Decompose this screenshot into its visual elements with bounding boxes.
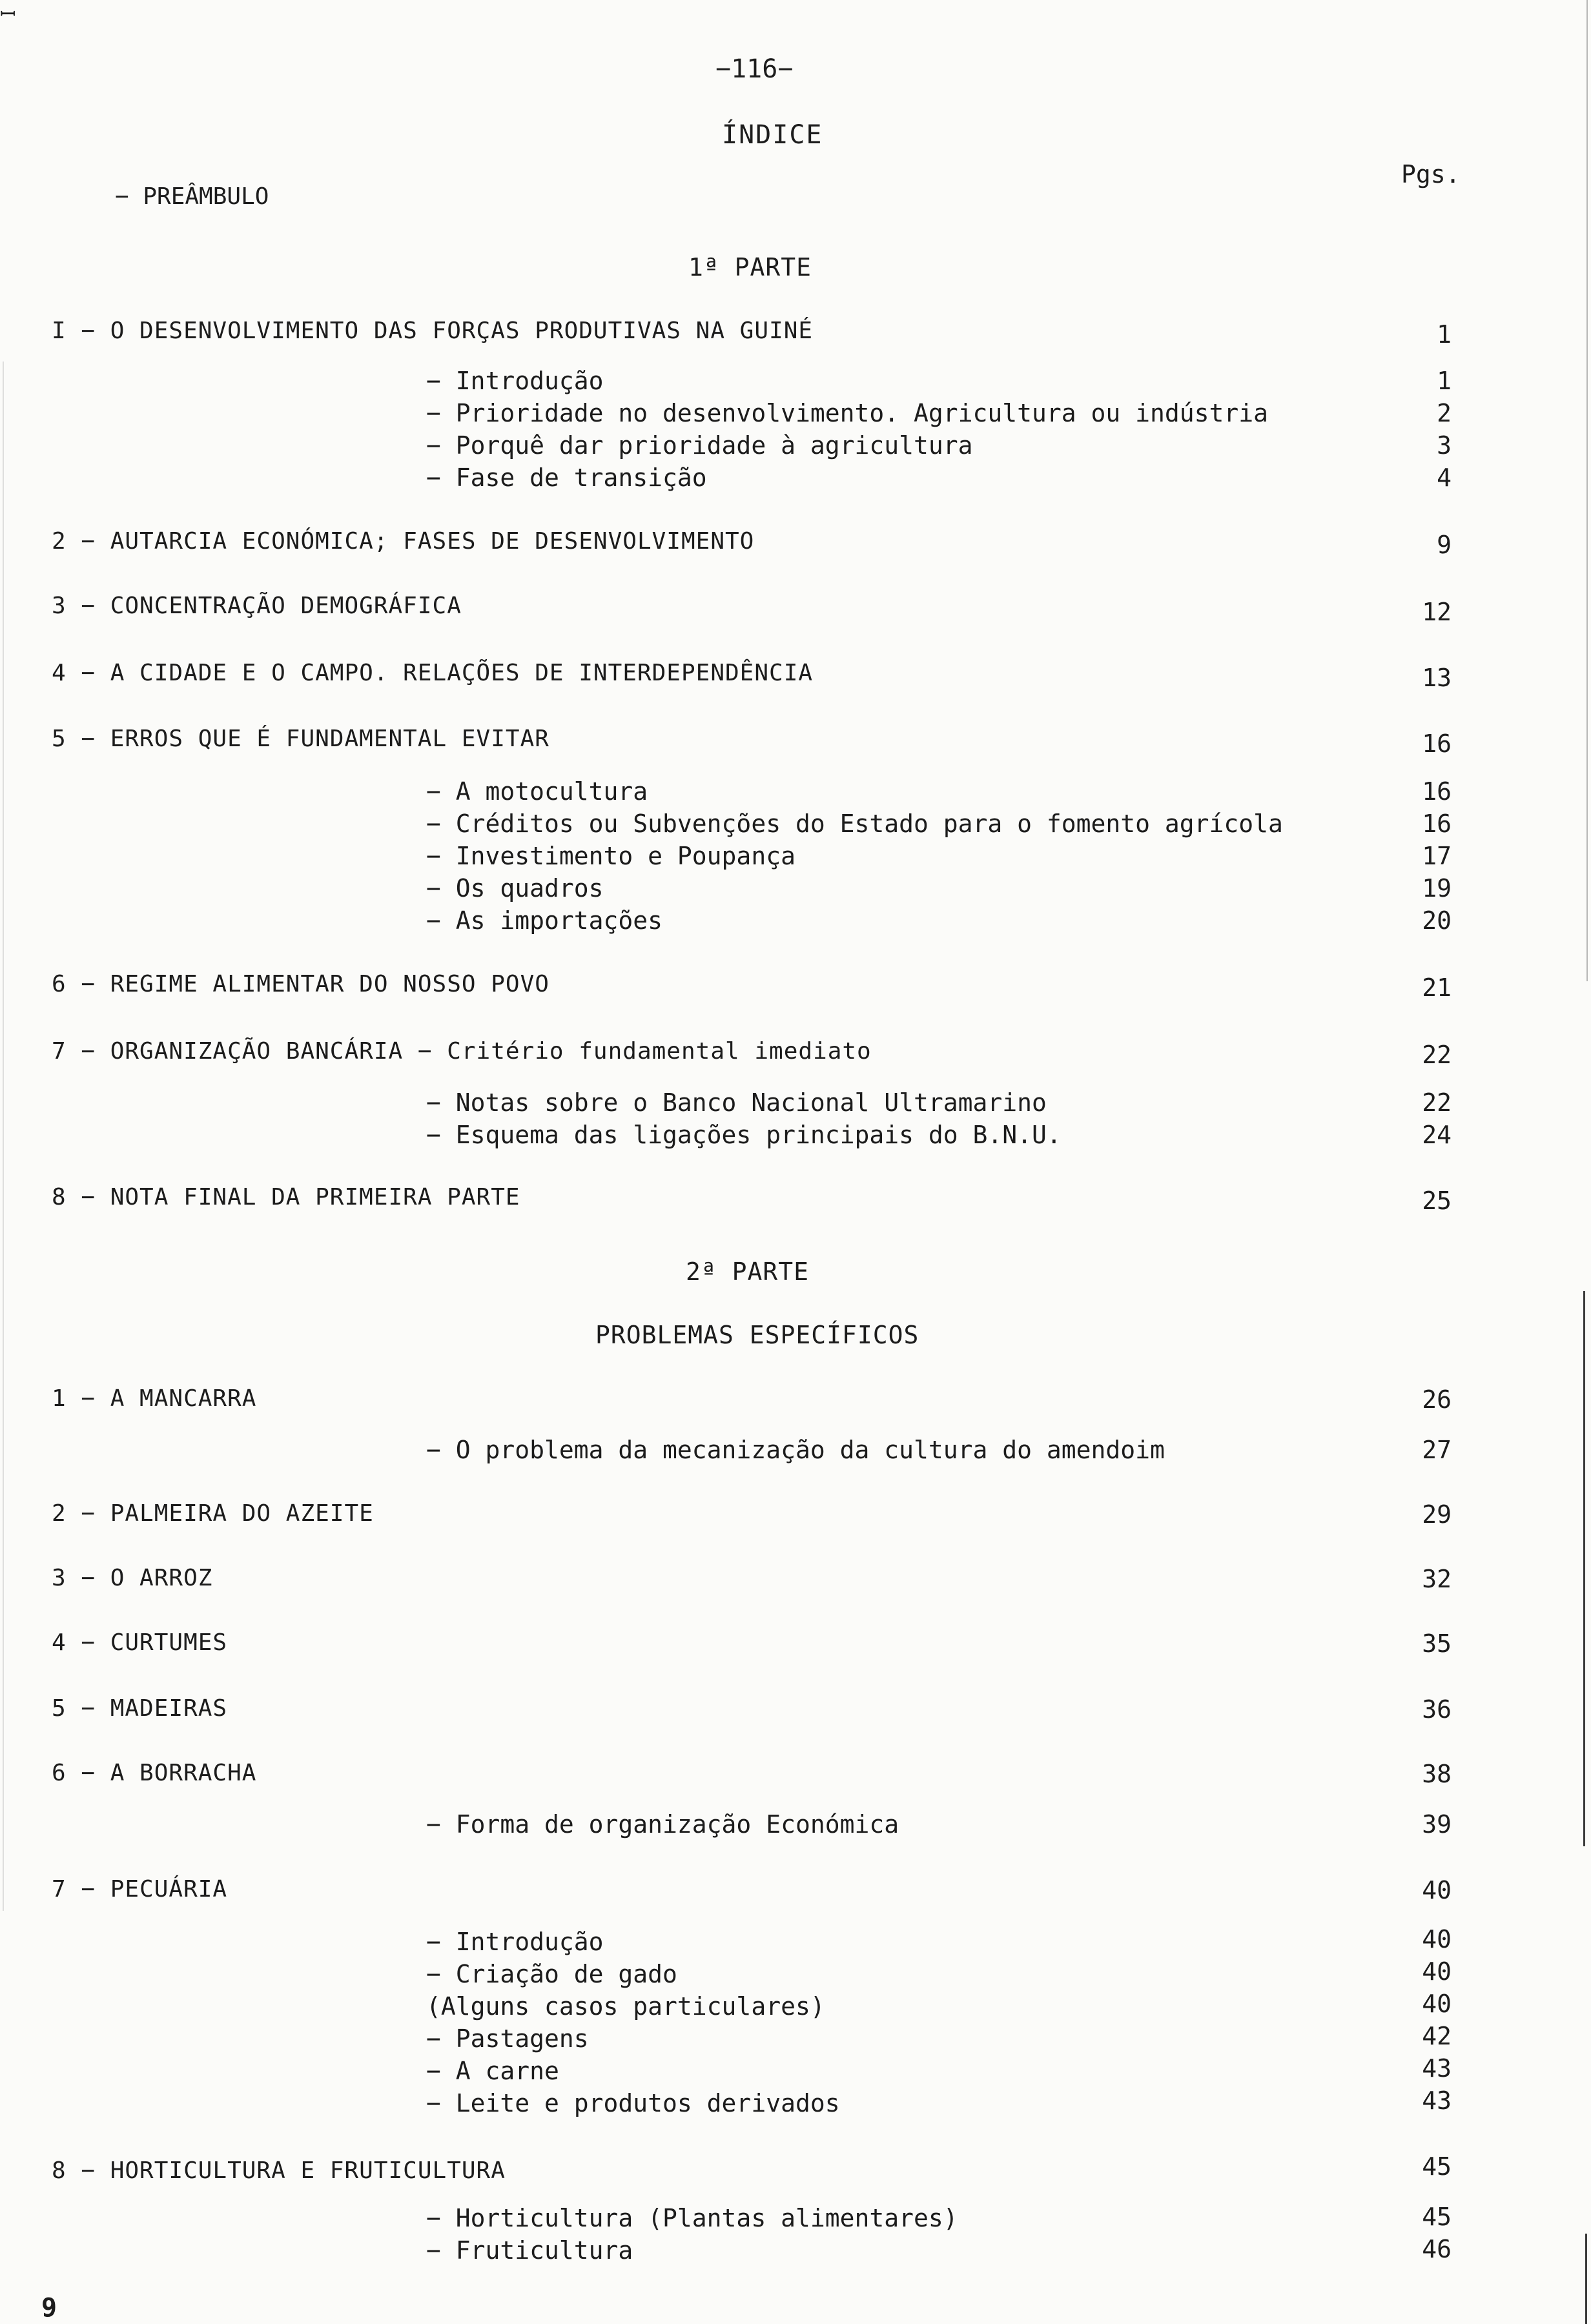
toc-entry-problem-2: 2 − PALMEIRA DO AZEITE	[52, 1500, 374, 1527]
toc-page: 39	[1422, 1810, 1452, 1839]
toc-entry-problem-6: 6 − A BORRACHA	[52, 1760, 257, 1786]
toc-page: 40	[1422, 1990, 1452, 2018]
toc-entry-problem-8: 8 − HORTICULTURA E FRUTICULTURA	[52, 2157, 506, 2184]
toc-page: 42	[1422, 2022, 1452, 2050]
page-title: ÍNDICE	[722, 120, 823, 150]
toc-page-chapter-5: 16	[1422, 729, 1452, 758]
toc-page: 3	[1437, 431, 1452, 460]
toc-subentry: − Notas sobre o Banco Nacional Ultramarino	[426, 1088, 1047, 1117]
part1-heading: 1ª PARTE	[688, 253, 812, 281]
toc-subentry: − Os quadros	[426, 874, 604, 902]
scan-edge-line	[1585, 2234, 1587, 2324]
toc-page: 16	[1422, 777, 1452, 806]
toc-entry-chapter-6: 6 − REGIME ALIMENTAR DO NOSSO POVO	[52, 971, 549, 997]
toc-subentry: − As importações	[426, 906, 663, 935]
toc-entry-chapter-5: 5 − ERROS QUE É FUNDAMENTAL EVITAR	[52, 726, 549, 752]
toc-subentry: − Introdução	[426, 367, 604, 395]
pages-column-label: Pgs.	[1401, 160, 1461, 189]
toc-page: 40	[1422, 1925, 1452, 1953]
toc-subentry: − O problema da mecanização da cultura do amendoim	[426, 1436, 1165, 1464]
toc-subentry: − Fruticultura	[426, 2236, 633, 2265]
toc-page-problem-2: 29	[1422, 1500, 1452, 1529]
part2-heading: 2ª PARTE	[686, 1258, 810, 1286]
toc-page-chapter-7: 22	[1422, 1041, 1452, 1069]
toc-page-chapter-4: 13	[1422, 664, 1452, 692]
toc-entry-chapter-3: 3 − CONCENTRAÇÃO DEMOGRÁFICA	[52, 593, 462, 619]
toc-subentry: − A motocultura	[426, 777, 648, 806]
toc-entry-chapter-7: 7 − ORGANIZAÇÃO BANCÁRIA − Critério fundamental imediato	[52, 1038, 872, 1065]
toc-page-chapter-1: 1	[1437, 320, 1452, 349]
toc-subentry: − Prioridade no desenvolvimento. Agricultura ou indústria	[426, 399, 1269, 427]
toc-page: 27	[1422, 1436, 1452, 1464]
toc-subentry: − Porquê dar prioridade à agricultura	[426, 431, 973, 460]
toc-entry-chapter-8: 8 − NOTA FINAL DA PRIMEIRA PARTE	[52, 1184, 520, 1210]
toc-page: 1	[1437, 367, 1452, 395]
scan-edge-line	[1586, 0, 1588, 981]
toc-page-problem-8: 45	[1422, 2152, 1452, 2181]
toc-page-problem-3: 32	[1422, 1565, 1452, 1593]
toc-entry-problem-4: 4 − CURTUMES	[52, 1629, 228, 1656]
toc-entry-chapter-2: 2 − AUTARCIA ECONÓMICA; FASES DE DESENVOLVIMENTO	[52, 528, 755, 555]
toc-entry-chapter-4: 4 − A CIDADE E O CAMPO. RELAÇÕES DE INTERDEPENDÊNCIA	[52, 660, 814, 686]
toc-page-problem-5: 36	[1422, 1695, 1452, 1724]
preamble-entry: − PREÂMBULO	[115, 183, 269, 210]
toc-subentry: − Forma de organização Económica	[426, 1810, 899, 1839]
toc-entry-problem-5: 5 − MADEIRAS	[52, 1695, 228, 1722]
toc-page: 16	[1422, 810, 1452, 838]
toc-page: 4	[1437, 464, 1452, 492]
toc-page: 45	[1422, 2203, 1452, 2231]
toc-page-chapter-6: 21	[1422, 973, 1452, 1002]
toc-subentry: − Horticultura (Plantas alimentares)	[426, 2204, 958, 2232]
toc-subentry: − Introdução	[426, 1928, 604, 1956]
toc-subentry: − Fase de transição	[426, 464, 707, 492]
toc-subentry: (Alguns casos particulares)	[426, 1992, 825, 2021]
toc-subentry: − Criação de gado	[426, 1960, 677, 1988]
toc-page-chapter-8: 25	[1422, 1187, 1452, 1215]
toc-entry-problem-1: 1 − A MANCARRA	[52, 1385, 257, 1412]
toc-page: 17	[1422, 842, 1452, 870]
toc-page: 43	[1422, 2086, 1452, 2115]
corner-mark: ꟷ	[0, 3, 16, 26]
toc-page: 43	[1422, 2054, 1452, 2083]
toc-entry-problem-3: 3 − O ARROZ	[52, 1565, 213, 1591]
toc-entry-problem-7: 7 − PECUÁRIA	[52, 1876, 228, 1902]
toc-entry-chapter-1: I − O DESENVOLVIMENTO DAS FORÇAS PRODUTIVAS NA GUINÉ	[52, 318, 814, 344]
toc-page: 19	[1422, 874, 1452, 902]
toc-page: 2	[1437, 399, 1452, 427]
part2-subtitle: PROBLEMAS ESPECÍFICOS	[595, 1321, 919, 1349]
toc-page: 22	[1422, 1088, 1452, 1117]
toc-page-chapter-3: 12	[1422, 598, 1452, 626]
toc-subentry: − Leite e produtos derivados	[426, 2089, 840, 2117]
toc-subentry: − A carne	[426, 2057, 559, 2085]
scan-edge-line	[1583, 1291, 1585, 1846]
toc-page: 40	[1422, 1957, 1452, 1986]
toc-page-problem-1: 26	[1422, 1385, 1452, 1414]
toc-subentry: − Créditos ou Subvenções do Estado para o fomento agrícola	[426, 810, 1283, 838]
footer-mark: 9	[41, 2293, 57, 2323]
toc-subentry: − Investimento e Poupança	[426, 842, 796, 870]
toc-page-problem-4: 35	[1422, 1629, 1452, 1658]
toc-page-problem-6: 38	[1422, 1760, 1452, 1788]
toc-subentry: − Pastagens	[426, 2024, 589, 2053]
toc-page: 46	[1422, 2235, 1452, 2263]
scan-edge-line	[3, 362, 4, 1911]
toc-page-problem-7: 40	[1422, 1876, 1452, 1904]
toc-page-chapter-2: 9	[1437, 531, 1452, 559]
toc-page: 20	[1422, 906, 1452, 935]
toc-page: 24	[1422, 1121, 1452, 1149]
page-number: −116−	[715, 54, 794, 84]
toc-subentry: − Esquema das ligações principais do B.N.U.	[426, 1121, 1062, 1149]
